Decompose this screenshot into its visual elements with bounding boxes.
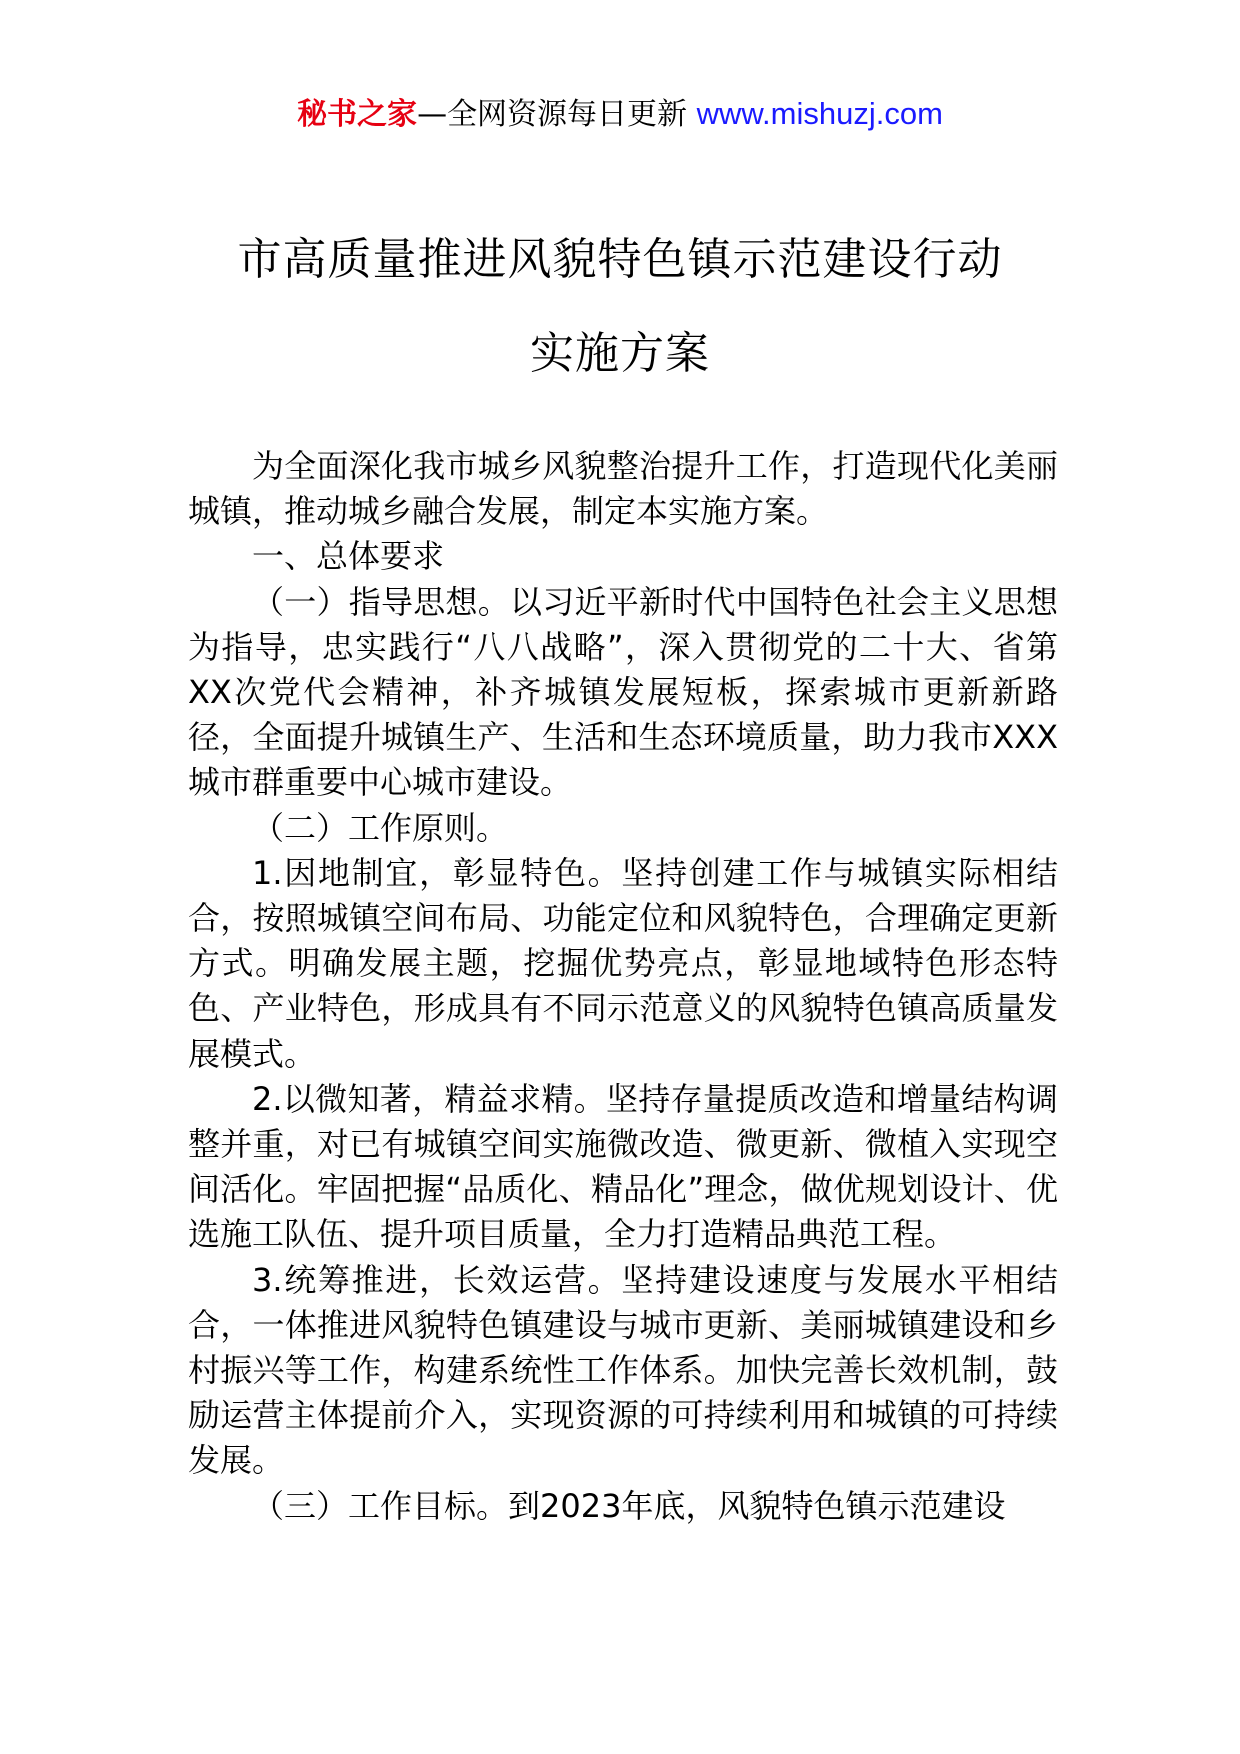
paragraph-work-goals: （三）工作目标。到2023年底，风貌特色镇示范建设 [252, 1486, 1006, 1525]
paragraph-principle-1: 1.因地制宜，彰显特色。坚持创建工作与城镇实际相结合，按照城镇空间布局、功能定位和风貌特色，合理确定更新方式。明确发展主题，挖掘优势亮点，彰显地域特色形态特色、产业特色，形成具有不同示范意义的风貌特色镇高质量发展模式。 [188, 853, 1058, 1073]
paragraph-principle-3: 3.统筹推进，长效运营。坚持建设速度与发展水平相结合，一体推进风貌特色镇建设与城市更新、美丽城镇建设和乡村振兴等工作，构建系统性工作体系。加快完善长效机制，鼓励运营主体提前介入，实现资源的可持续利用和城镇的可持续发展。 [188, 1260, 1058, 1480]
document-body [188, 444, 1058, 1529]
site-header [0, 92, 1240, 137]
document-title-continued: 实施方案 [530, 328, 710, 379]
site-url-link[interactable]: www.mishuzj.com [696, 96, 943, 131]
paragraph-working-principles: （二）工作原则。 [252, 808, 509, 847]
paragraph-principle-2: 2.以微知著，精益求精。坚持存量提质改造和增量结构调整并重，对已有城镇空间实施微改造、微更新、微植入实现空间活化。牢固把握“品质化、精品化”理念，做优规划设计、优选施工队伍、提升项目质量，全力打造精品典范工程。 [188, 1079, 1058, 1254]
document-title: 市高质量推进风貌特色镇示范建设行动 [237, 234, 1003, 285]
site-tagline: —全网资源每日更新 [417, 97, 697, 132]
paragraph-intro: 为全面深化我市城乡风貌整治提升工作，打造现代化美丽城镇，推动城乡融合发展，制定本实施方案。 [188, 447, 1058, 531]
section-heading-general-requirements: 一、总体要求 [252, 537, 445, 576]
paragraph-guiding-ideology: （一）指导思想。以习近平新时代中国特色社会主义思想为指导，忠实践行“八八战略”，深入贯彻党的二十大、省第XX次党代会精神，补齐城镇发展短板，探索城市更新新路径，全面提升城镇生产、生活和生态环境质量，助力我市XXX城市群重要中心城市建设。 [188, 582, 1058, 802]
site-brand: 秘书之家 [297, 97, 418, 132]
